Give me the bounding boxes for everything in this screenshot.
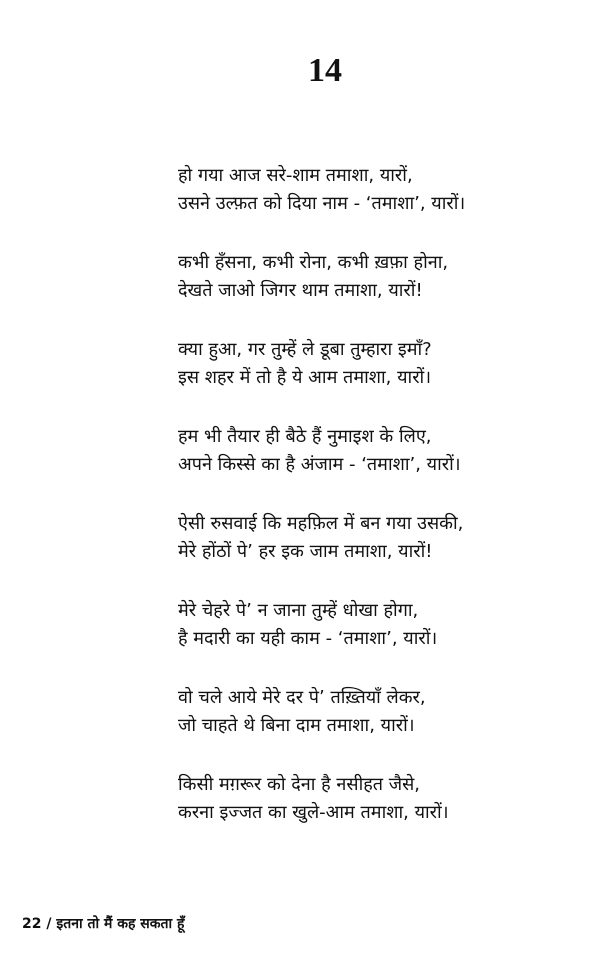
couplet bbox=[178, 336, 465, 392]
couplet bbox=[178, 162, 465, 218]
poem-line: मेरे होंठों पे’ हर इक जाम तमाशा, यारों! bbox=[178, 541, 433, 562]
poem-line: कभी हँसना, कभी रोना, कभी ख़फ़ा होना, bbox=[178, 252, 449, 273]
poem-line: है मदारी का यही काम - ‘तमाशा’, यारों। bbox=[178, 628, 438, 649]
poem-line: हो गया आज सरे-शाम तमाशा, यारों, bbox=[178, 165, 413, 186]
poem-line: अपने किस्से का है अंजाम - ‘तमाशा’, यारों। bbox=[178, 454, 461, 475]
poem-line: करना इज्जत का खुले-आम तमाशा, यारों। bbox=[178, 802, 449, 823]
poem-body bbox=[178, 162, 465, 858]
couplet bbox=[178, 684, 465, 740]
page-footer: 22 / इतना तो मैं कह सकता हूँ bbox=[22, 916, 185, 932]
poem-line: किसी मग़रूर को देना है नसीहत जैसे, bbox=[178, 774, 421, 795]
poem-line: जो चाहते थे बिना दाम तमाशा, यारों। bbox=[178, 715, 415, 736]
poem-number-heading: 14 bbox=[308, 52, 342, 89]
poem-line: ऐसी रुसवाई कि महफ़िल में बन गया उसकी, bbox=[178, 513, 464, 534]
couplet bbox=[178, 249, 465, 305]
poem-line: मेरे चेहरे पे’ न जाना तुम्हें धोखा होगा, bbox=[178, 600, 419, 621]
poem-line: इस शहर में तो है ये आम तमाशा, यारों। bbox=[178, 367, 432, 388]
poem-line: देखते जाओ जिगर थाम तमाशा, यारों! bbox=[178, 280, 423, 301]
poem-line: हम भी तैयार ही बैठे हैं नुमाइश के लिए, bbox=[178, 426, 432, 447]
couplet bbox=[178, 597, 465, 653]
poem-line: उसने उल्फ़त को दिया नाम - ‘तमाशा’, यारों। bbox=[178, 193, 466, 214]
couplet bbox=[178, 510, 465, 566]
poem-line: वो चले आये मेरे दर पे’ तख़्तियाँ लेकर, bbox=[178, 687, 426, 708]
couplet bbox=[178, 771, 465, 827]
couplet bbox=[178, 423, 465, 479]
poem-line: क्या हुआ, गर तुम्हें ले डूबा तुम्हारा इमाँ? bbox=[178, 339, 432, 360]
